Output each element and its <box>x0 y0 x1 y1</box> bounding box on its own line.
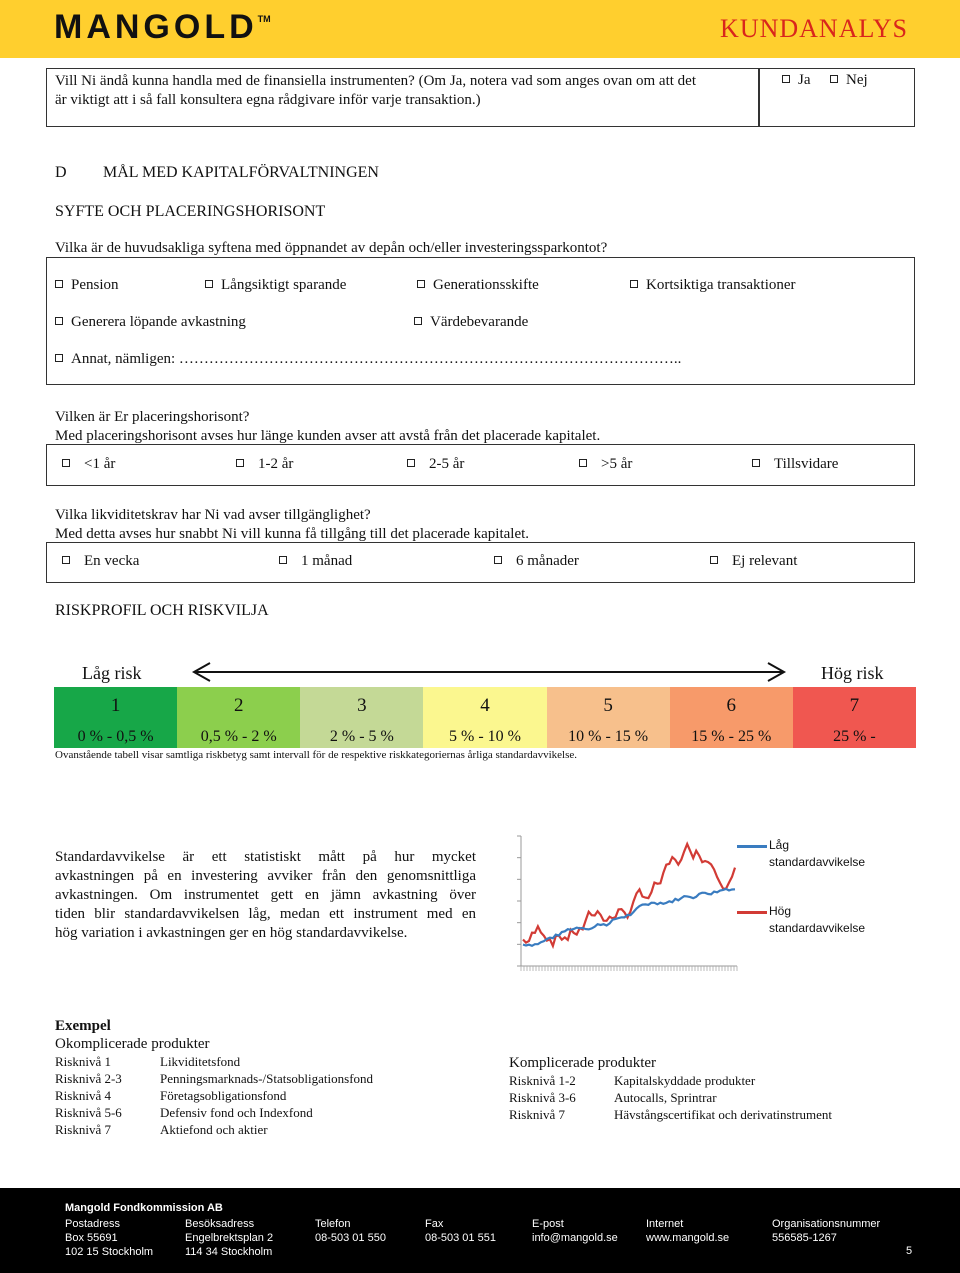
table-row: Risknivå 7 Aktiefond och aktier <box>55 1122 268 1137</box>
option-liq-2[interactable]: 1 månad <box>279 553 352 570</box>
footer-company: Mangold Fondkommission AB <box>65 1202 223 1214</box>
option-nej[interactable]: Nej <box>830 72 868 89</box>
x-axis <box>521 966 737 971</box>
option-horizon-3[interactable]: 2-5 år <box>407 456 464 473</box>
horizon-question: Vilken är Er placeringshorisont? Med placeringshorisont avses hur länge kunden avser att avstå från det placerade kapitalet. <box>55 409 601 444</box>
option-generera[interactable]: Generera löpande avkastning <box>55 314 246 331</box>
checkbox-icon[interactable] <box>579 459 587 467</box>
footer-col-epost: E-post info@mangold.se <box>532 1218 618 1244</box>
stddev-paragraph: Standardavvikelse är ett statistiskt mått på hur mycket avkastningen på en investering avviker från den genomsnittliga avkastningen. Om instrumentet gett en jämn avkastning över tiden blir standardavvikelsen låg, medan ett instrument med en hög variation i avkastningen ger en hög standardavvikelse. <box>55 849 476 941</box>
option-langsiktigt[interactable]: Långsiktigt sparande <box>205 277 346 294</box>
checkbox-icon[interactable] <box>417 280 425 288</box>
checkbox-icon[interactable] <box>62 556 70 564</box>
risk-level-3: 3 2 % - 5 % <box>300 687 423 748</box>
syfte-question: Vilka är de huvudsakliga syftena med öppnandet av depån och/eller investeringssparkontot? <box>55 240 608 256</box>
page-number: 5 <box>906 1245 913 1257</box>
checkbox-icon[interactable] <box>782 75 790 83</box>
option-ja[interactable]: Ja <box>782 72 811 89</box>
risk-heading: RISKPROFIL OCH RISKVILJA <box>55 602 269 619</box>
table-row: Risknivå 4 Företagsobligationsfond <box>55 1088 287 1103</box>
option-horizon-5[interactable]: Tillsvidare <box>752 456 838 473</box>
risk-arrow-icon <box>188 660 790 684</box>
example-heading: Exempel <box>55 1018 111 1034</box>
option-horizon-4[interactable]: >5 år <box>579 456 632 473</box>
checkbox-icon[interactable] <box>752 459 760 467</box>
y-axis <box>517 836 521 966</box>
risk-level-4: 4 5 % - 10 % <box>423 687 546 748</box>
legend-swatch-high <box>737 911 767 914</box>
section-title: MÅL MED KAPITALFÖRVALTNINGEN <box>103 164 379 181</box>
liquidity-question: Vilka likviditetskrav har Ni vad avser tillgänglighet? Med detta avses hur snabbt Ni vill kunna få tillgång till det placerade kapitalet. <box>55 507 530 542</box>
option-horizon-2[interactable]: 1-2 år <box>236 456 293 473</box>
risk-level-5: 5 10 % - 15 % <box>547 687 670 748</box>
option-horizon-1[interactable]: <1 år <box>62 456 115 473</box>
checkbox-icon[interactable] <box>55 317 63 325</box>
option-vardebevarande[interactable]: Värdebevarande <box>414 314 528 331</box>
table-row: Risknivå 1-2 Kapitalskyddade produkter <box>509 1073 756 1088</box>
legend-swatch-low <box>737 845 767 848</box>
low-risk-label: Låg risk <box>82 663 142 683</box>
checkbox-icon[interactable] <box>205 280 213 288</box>
option-pension[interactable]: Pension <box>55 277 119 294</box>
option-kortsiktiga[interactable]: Kortsiktiga transaktioner <box>630 277 796 294</box>
series-line-high <box>523 844 735 946</box>
box-divider <box>758 68 760 127</box>
checkbox-icon[interactable] <box>55 280 63 288</box>
option-annat[interactable]: Annat, nämligen: ……………………………………………………………………………………….. <box>55 351 681 368</box>
risk-level-1: 1 0 % - 0,5 % <box>54 687 177 748</box>
footer-col-internet: Internet www.mangold.se <box>646 1218 730 1244</box>
consult-question-text: Vill Ni ändå kunna handla med de finansiella instrumenten? (Om Ja, notera vad som anges ovan om att det är viktigt att i så fall konsultera egna rådgivare inför varje transaktion.) <box>55 73 697 108</box>
page-footer <box>0 1188 960 1273</box>
footer-col-telefon: Telefon 08-503 01 550 <box>315 1218 386 1244</box>
legend-label-high: Hög standardavvikelse <box>769 904 866 935</box>
risk-level-7: 7 25 % - <box>793 687 916 748</box>
series-line-low <box>523 889 735 946</box>
checkbox-icon[interactable] <box>407 459 415 467</box>
checkbox-icon[interactable] <box>630 280 638 288</box>
section-letter: D <box>55 164 67 181</box>
table-row: Risknivå 1 Likviditetsfond <box>55 1054 241 1069</box>
checkbox-icon[interactable] <box>55 354 63 362</box>
checkbox-icon[interactable] <box>236 459 244 467</box>
table-row: Risknivå 7 Hävstångscertifikat och derivatinstrument <box>509 1107 833 1122</box>
checkbox-icon[interactable] <box>414 317 422 325</box>
mangold-logo: MANGOLD™ <box>54 8 271 46</box>
syfte-heading: SYFTE OCH PLACERINGSHORISONT <box>55 203 326 220</box>
checkbox-icon[interactable] <box>494 556 502 564</box>
uncomplicated-title: Okomplicerade produkter <box>55 1036 210 1052</box>
risk-caption: Ovanstående tabell visar samtliga riskbetyg samt intervall för de respektive riskkategoriernas årliga standardavvikelse. <box>55 749 578 761</box>
option-liq-3[interactable]: 6 månader <box>494 553 579 570</box>
checkbox-icon[interactable] <box>710 556 718 564</box>
table-row: Risknivå 5-6 Defensiv fond och Indexfond <box>55 1105 313 1120</box>
stddev-line-chart <box>515 832 765 972</box>
footer-col-fax: Fax 08-503 01 551 <box>425 1218 496 1244</box>
checkbox-icon[interactable] <box>830 75 838 83</box>
checkbox-icon[interactable] <box>279 556 287 564</box>
risk-level-6: 6 15 % - 25 % <box>670 687 793 748</box>
risk-scale <box>54 687 916 748</box>
legend-label-low: Låg standardavvikelse <box>769 838 866 869</box>
risk-level-2: 2 0,5 % - 2 % <box>177 687 300 748</box>
table-row: Risknivå 2-3 Penningsmarknads-/Statsobligationsfond <box>55 1071 374 1086</box>
option-liq-4[interactable]: Ej relevant <box>710 553 797 570</box>
option-liq-1[interactable]: En vecka <box>62 553 139 570</box>
table-row: Risknivå 3-6 Autocalls, Sprintrar <box>509 1090 717 1105</box>
footer-col-orgnr: Organisationsnummer 556585-1267 <box>772 1218 881 1244</box>
option-generationsskifte[interactable]: Generationsskifte <box>417 277 539 294</box>
footer-col-postadress: Postadress Box 55691 102 15 Stockholm <box>65 1218 154 1258</box>
footer-col-besoksadress: Besöksadress Engelbrektsplan 2 114 34 Stockholm <box>185 1218 274 1258</box>
complicated-title: Komplicerade produkter <box>509 1055 657 1071</box>
high-risk-label: Hög risk <box>821 663 884 683</box>
checkbox-icon[interactable] <box>62 459 70 467</box>
document-title: KUNDANALYS <box>720 14 908 43</box>
